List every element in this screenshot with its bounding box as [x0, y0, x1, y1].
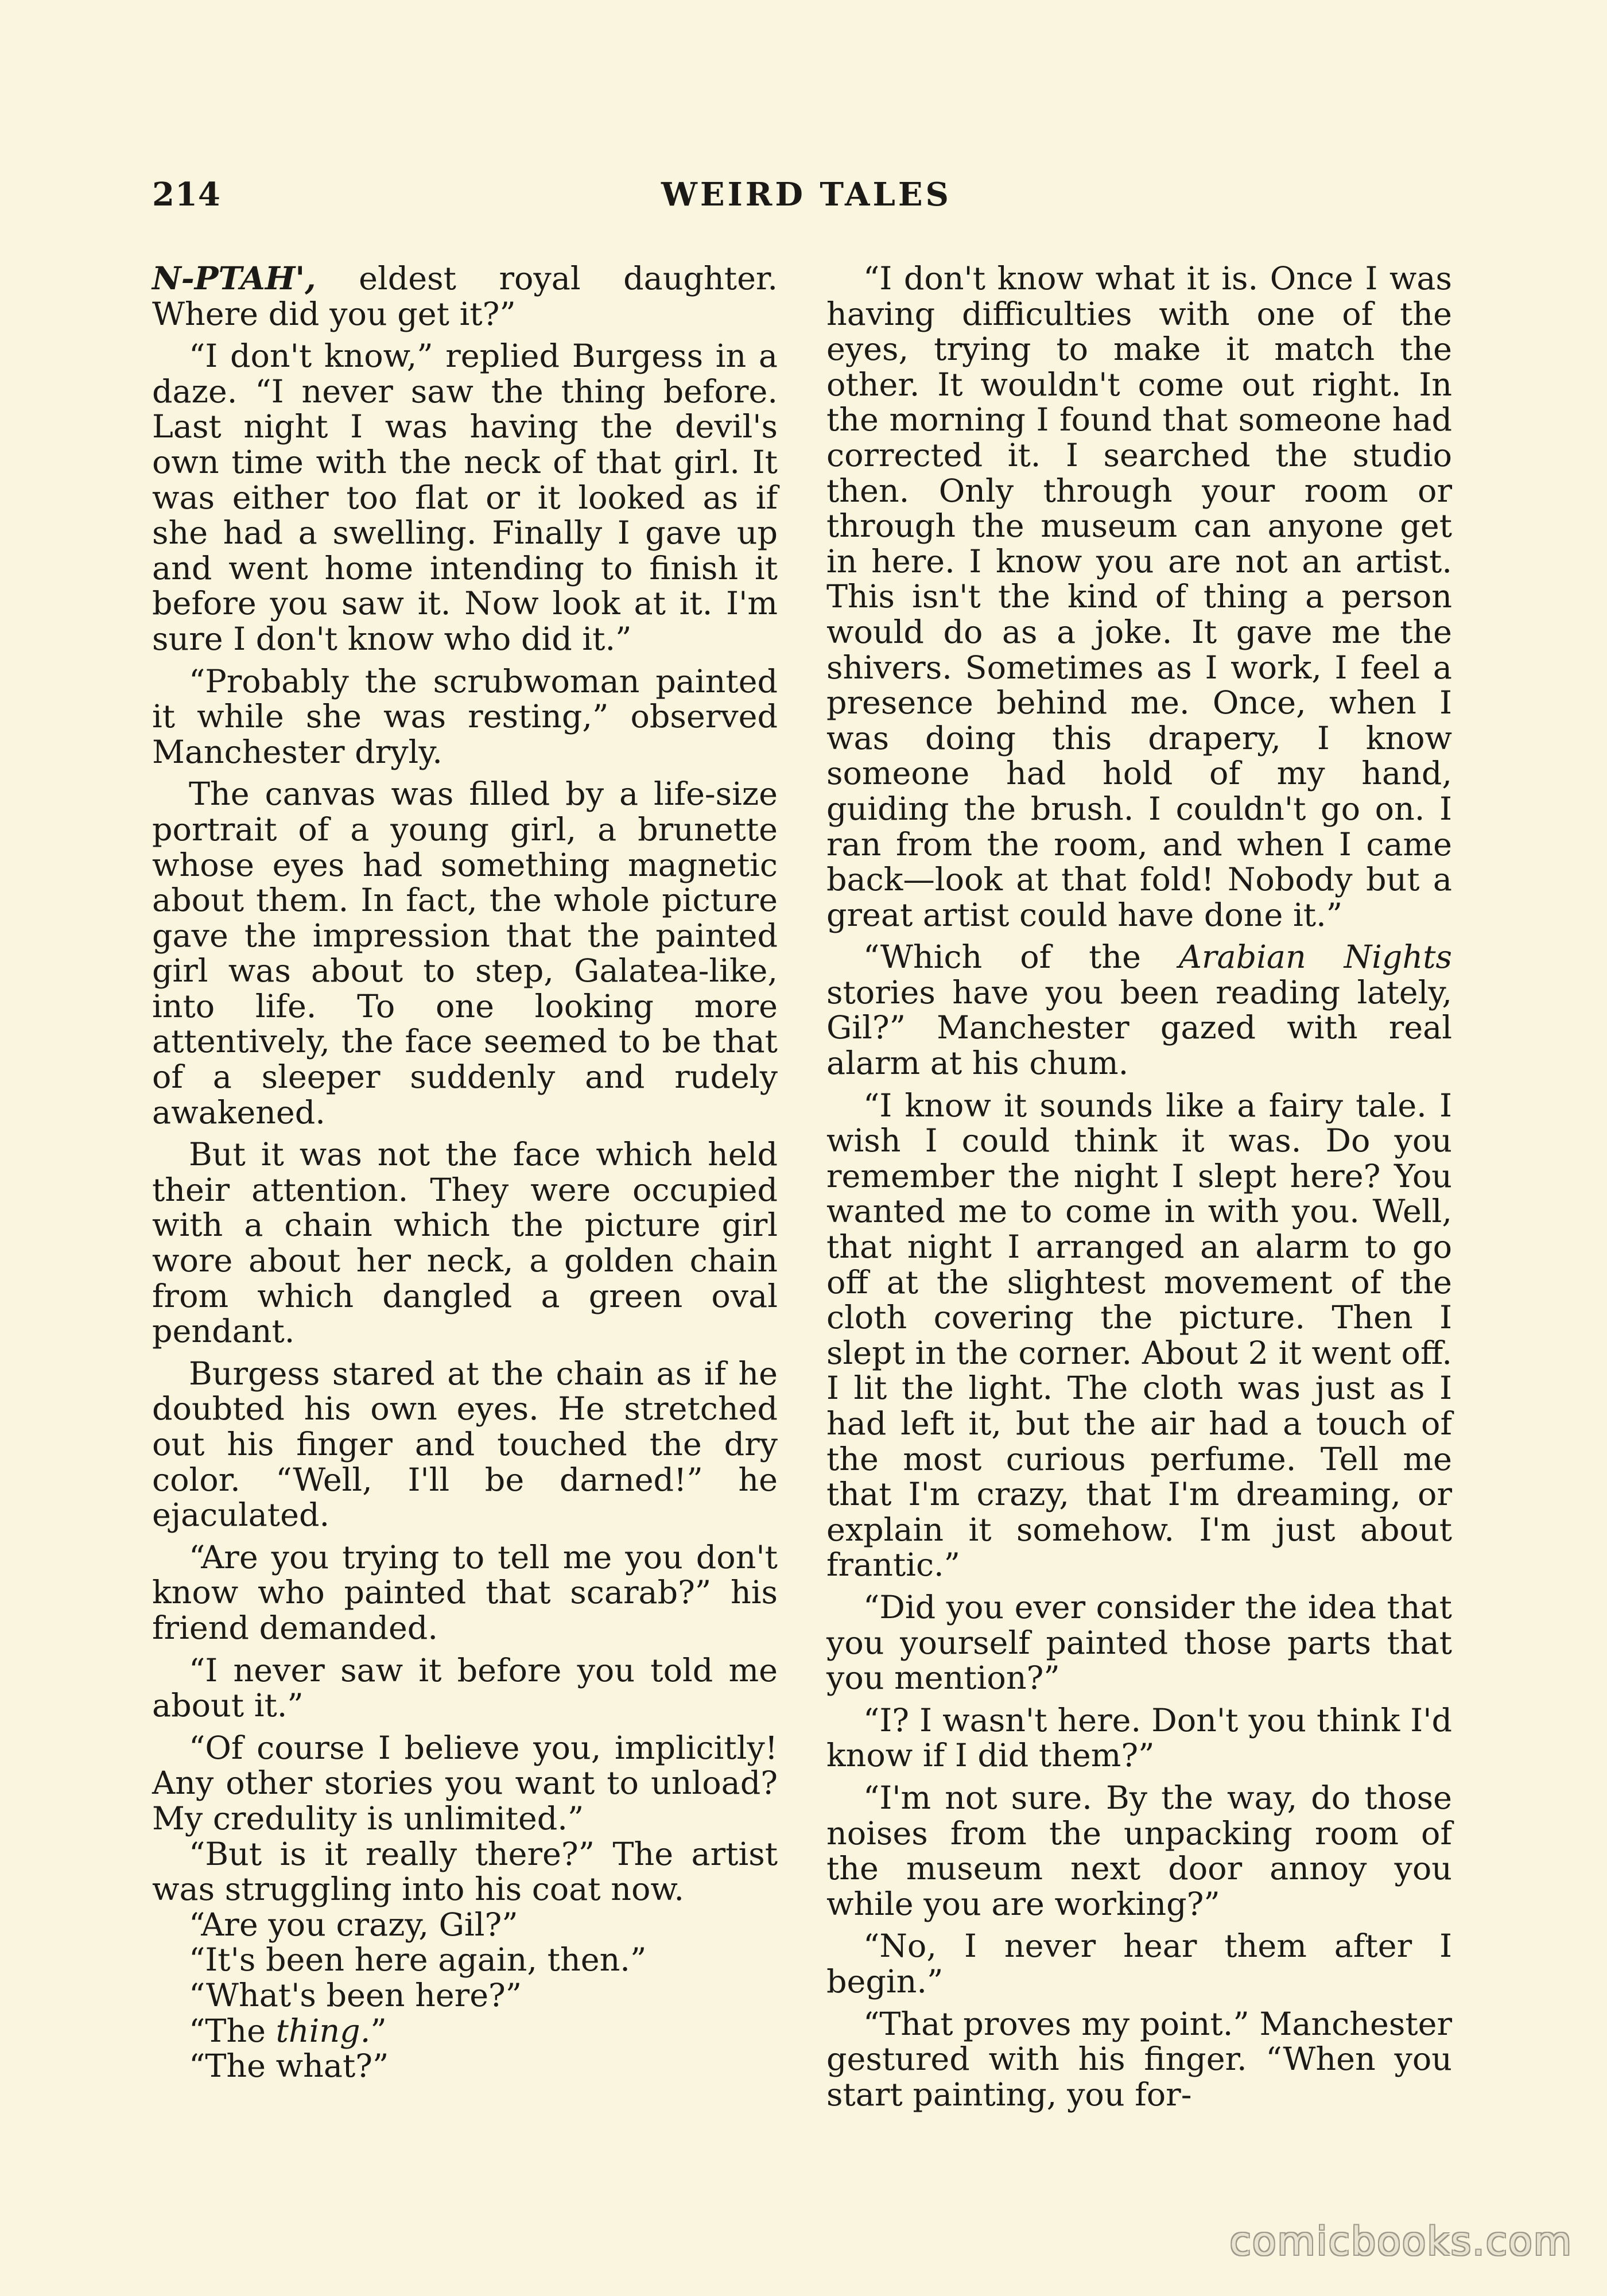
paragraph: “Probably the scrubwoman painted it while she was resting,” observed Manchester dryly.: [152, 662, 778, 771]
paragraph: “Are you crazy, Gil?”: [189, 1906, 518, 1944]
emphasis-text: thing.: [275, 2012, 371, 2050]
paragraph: “I'm not sure. By the way, do those noises from the unpacking room of the museum next door annoy you while you are working?”: [826, 1779, 1452, 1923]
paragraph: “What's been here?”: [189, 1976, 522, 2014]
paragraph: “I? I wasn't here. Don't you think I'd know if I did them?”: [826, 1701, 1452, 1775]
paragraph: The canvas was filled by a life-size portrait of a young girl, a brunette whose eyes had something magnetic about them. In fact, the whole picture gave the impression that the painted girl was about to step, Galatea-like, into life. To one looking more attentively, the face seemed to be that of a sleeper suddenly and rudely awakened.: [152, 775, 778, 1131]
paragraph: [152, 261, 778, 332]
paragraph: But it was not the face which held their attention. They were occupied with a chain which the picture girl wore about her neck, a golden chain from which dangled a green oval pendant.: [152, 1136, 778, 1351]
paragraph: [152, 2014, 778, 2049]
paragraph: “Did you ever consider the idea that you yourself painted those parts that you mention?”: [826, 1588, 1452, 1697]
paragraph: “The what?”: [189, 2047, 389, 2085]
paragraph: “I never saw it before you told me about it.”: [152, 1651, 778, 1725]
paragraph: “Of course I believe you, implicitly! Any other stories you want to unload? My credulity is unlimited.”: [152, 1729, 778, 1837]
page-number: 214: [152, 176, 221, 214]
paragraph: “No, I never hear them after I begin.”: [826, 1927, 1452, 2000]
lead-in: N-PTAH',: [152, 260, 316, 297]
page-header: [152, 176, 1461, 227]
paragraph-text: eldest royal daughter. Where did you get it?”: [152, 260, 778, 333]
paragraph: “I don't know,” replied Burgess in a daze. “I never saw the thing before. Last night I was having the devil's own time with the neck of that girl. It was either too flat or it looked as if she had a swelling. Finally I gave up and went home intending to finish it before you saw it. Now look at it. I'm sure I don't know who did it.”: [152, 338, 778, 658]
book-title: Arabian Nights: [1178, 938, 1452, 976]
paragraph: “It's been here again, then.”: [189, 1941, 647, 1979]
paragraph: “That proves my point.” Manchester gestured with his finger. “When you start painting, you for-: [826, 2005, 1452, 2113]
paragraph-text: “Which of the: [863, 938, 1179, 976]
paragraph: Burgess stared at the chain as if he doubted his own eyes. He stretched out his finger and touched the dry color. “Well, I'll be darned!” he ejaculated.: [152, 1355, 778, 1534]
paragraph: “I don't know what it is. Once I was having difficulties with one of the eyes, trying to make it match the other. It wouldn't come out right. In the morning I found that someone had corrected it. I searched the studio then. Only through your room or through the museum can anyone get in here. I know you are not an artist. This isn't the kind of thing a person would do as a joke. It gave me the shivers. Sometimes as I work, I feel a presence behind me. Once, when I was doing this drapery, I know someone had hold of my hand, guiding the brush. I couldn't go on. I ran from the room, and when I came back—look at that fold! Nobody but a great artist could have done it.”: [826, 260, 1452, 934]
paragraph: [826, 940, 1452, 1081]
paragraph: “But is it really there?” The artist was struggling into his coat now.: [152, 1835, 778, 1909]
watermark: comicbooks.com: [1229, 2219, 1573, 2264]
paragraph-text: “The: [189, 2012, 276, 2050]
paragraph-text: stories have you been reading lately, Gil?” Manchester gazed with real alarm at his chum.: [826, 974, 1452, 1083]
running-title: WEIRD TALES: [661, 176, 952, 214]
paragraph: “Are you trying to tell me you don't know who painted that scarab?” his friend demanded.: [152, 1538, 778, 1647]
paragraph-text: ”: [370, 2012, 387, 2050]
text-column-right: [826, 261, 1452, 2119]
text-column-left: [152, 261, 778, 2084]
paragraph: “I know it sounds like a fairy tale. I wish I could think it was. Do you remember the night I slept here? You wanted me to come in with you. Well, that night I arranged an alarm to go off at the slightest movement of the cloth covering the picture. Then I slept in the corner. About 2 it went off. I lit the light. The cloth was just as I had left it, but the air had a touch of the most curious perfume. Tell me that I'm crazy, that I'm dreaming, or explain it somehow. I'm just about frantic.”: [826, 1087, 1452, 1584]
